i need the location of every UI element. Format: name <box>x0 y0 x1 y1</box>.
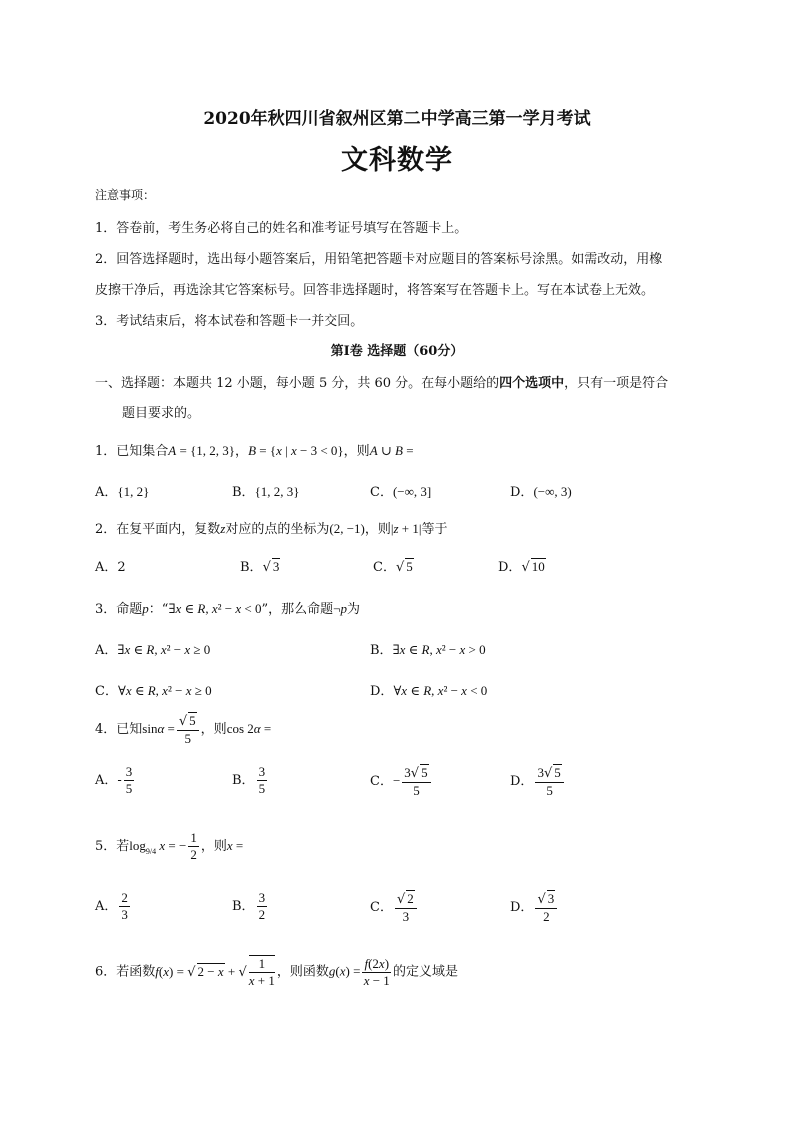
q5-option-a[interactable]: A． $\frac{2}{3}$ <box>95 890 128 922</box>
q1-set-a: A = {1, 2, 3} <box>168 443 236 458</box>
q1-union: A ∪ B = <box>369 443 414 458</box>
note-line-2: 2．回答选择题时，选出每小题答案后，用铅笔把答题卡对应题目的答案标号涂黑。如需改动，用橡 <box>95 252 663 267</box>
q3-option-d[interactable]: D．∀x ∈ R, x² − x < 0 <box>370 683 488 699</box>
note-line-4: 3．考试结束后，将本试卷和答题卡一并交回。 <box>95 314 364 329</box>
q2-prefix: 2．在复平面内，复数 <box>95 522 221 537</box>
q3-option-b[interactable]: B．∃x ∈ R, x² − x > 0 <box>370 642 486 658</box>
q4-option-a[interactable]: A．- $\frac{3}{5}$ <box>95 764 133 796</box>
q5-option-c[interactable]: C． $\frac{√ 2}{3}$ <box>370 890 419 925</box>
q2-option-a[interactable]: A．2 <box>95 560 126 575</box>
q2-option-c[interactable]: C．√ 5 <box>373 559 413 575</box>
q2-mid: 对应的点的坐标为 <box>225 522 330 537</box>
notes-heading: 注意事项： <box>95 188 156 202</box>
question-6: 6．若函数f(x) = √ 2 − x + √ $\frac{1}{x + 1}$ ，则函数g(x) = $\frac{f(2x)}{x - 1}$ 的定义域是 <box>95 955 459 988</box>
q2-then: ，则 <box>364 522 391 537</box>
q1-sep: ， <box>235 444 249 459</box>
note-line-3: 皮擦干净后，再选涂其它答案标号。回答非选择题时，将答案写在答题卡上。写在本试卷上无效。 <box>95 283 655 298</box>
section-instruction-line2: 题目要求的。 <box>122 406 201 421</box>
q3-option-c[interactable]: C．∀x ∈ R, x² − x ≥ 0 <box>95 683 212 699</box>
question-2: 2．在复平面内，复数z对应的点的坐标为(2, −1)，则|z + 1|等于 <box>95 521 448 537</box>
q5-option-d[interactable]: D． $\frac{√ 3}{2}$ <box>510 890 559 925</box>
q4-option-d[interactable]: D． $\frac{3√ 5}{5}$ <box>510 764 566 799</box>
question-3: 3．命题p：“∃x ∈ R, x² − x < 0”，那么命题¬p为 <box>95 601 361 617</box>
q5-option-b[interactable]: B． $\frac{3}{2}$ <box>232 890 266 922</box>
q2-option-b[interactable]: B．√ 3 <box>240 559 280 575</box>
section-instruction <box>95 372 668 391</box>
q3-option-a[interactable]: A．∃x ∈ R, x² − x ≥ 0 <box>95 642 211 658</box>
instruction-prefix: 一、选择题：本题共 12 小题，每小题 5 分，共 60 分。在每小题给的 <box>95 376 500 391</box>
q4-option-c[interactable]: C．− $\frac{3√ 5}{5}$ <box>370 764 433 799</box>
q2-end: 等于 <box>421 522 448 537</box>
q5-prefix: 5．若 <box>95 839 130 854</box>
exam-title: 文科数学 <box>341 145 453 176</box>
q1-option-c[interactable]: C．(−∞, 3] <box>370 484 432 500</box>
q1-option-b[interactable]: B．{1, 2, 3} <box>232 484 300 500</box>
question-1 <box>95 440 414 459</box>
q1-option-d[interactable]: D．(−∞, 3) <box>510 484 572 500</box>
q6-prefix: 6．若函数 <box>95 964 156 980</box>
q4-prefix: 4．已知 <box>95 722 143 737</box>
section-title: 第Ⅰ卷 选择题（60分） <box>330 344 464 359</box>
q1-option-a[interactable]: A．{1, 2} <box>95 484 150 500</box>
q1-then: ，则 <box>343 444 370 459</box>
q4-option-b[interactable]: B． $\frac{3}{5}$ <box>232 764 266 796</box>
q1-set-b: B = {x | x − 3 < 0} <box>248 443 344 458</box>
q2-option-d[interactable]: D．√ 10 <box>498 559 545 575</box>
note-line-1: 1．答卷前，考生务必将自己的姓名和准考证号填写在答题卡上。 <box>95 221 468 236</box>
question-4: 4．已知sinα = $\frac{√ 5}{5}$ ，则cos 2α = <box>95 713 272 746</box>
question-5: 5．若$\log_{9/4} x$ = − $\frac{1}{2}$ ，则x = <box>95 830 244 862</box>
instruction-bold: 四个选项中 <box>499 376 565 391</box>
exam-subtitle: 2020年秋四川省叙州区第二中学高三第一学月考试 <box>203 109 591 129</box>
instruction-suffix: ，只有一项是符合 <box>564 376 669 391</box>
q3-prefix: 3．命题 <box>95 602 143 617</box>
q1-prefix: 1．已知集合 <box>95 444 169 459</box>
